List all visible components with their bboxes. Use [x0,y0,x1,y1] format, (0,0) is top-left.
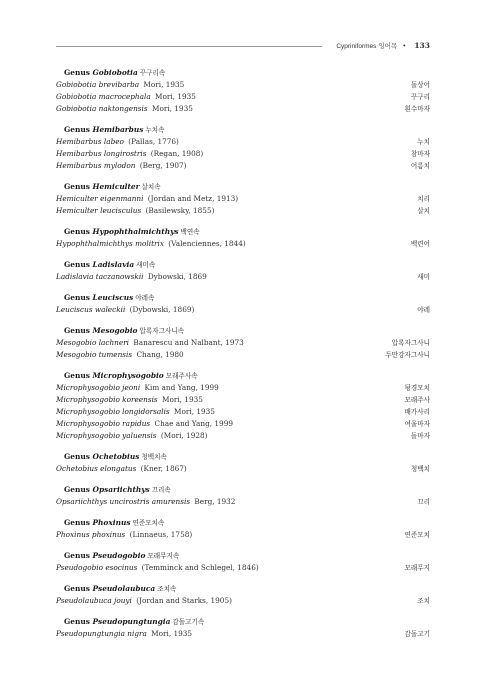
genus-korean-name: 살치속 [141,183,161,191]
genus-block [56,325,430,361]
genus-korean-name: 압록자그사니속 [139,327,185,335]
genus-korean-name: 청백치속 [141,453,167,461]
species-row [56,91,430,103]
species-korean-name: 청백치 [410,465,430,473]
species-korean-name: 배가사리 [404,408,430,416]
genus-korean-name: 끄리속 [151,486,171,494]
species-korean-name: 돌상어 [410,81,430,89]
species-row [56,148,430,160]
genus-label: Genus [64,518,90,527]
species-row [56,337,430,349]
genus-heading [56,67,430,79]
species-authority: Chang, 1980 [136,350,184,359]
species-authority: Mori, 1935 [174,407,215,416]
species-row [56,418,430,430]
species-authority: Mori, 1935 [155,92,196,101]
genus-heading [56,550,430,562]
genus-name: Opsariichthys [92,485,150,494]
species-authority: Kim and Yang, 1999 [144,383,219,392]
species-scientific-name: Mesogobio tumensis [56,350,133,359]
header-order: Cypriniformes [336,43,377,50]
genus-label: Genus [64,452,90,461]
species-scientific-name: Microphysogobio longidorsalis [56,407,170,416]
genus-korean-name: 야레속 [135,294,155,302]
genus-block [56,181,430,217]
species-row [56,562,430,574]
species-row [56,463,430,475]
species-row [56,304,430,316]
species-scientific-name: Hemiculter eigenmanni [56,194,144,203]
species-row [56,382,430,394]
genus-block [56,550,430,574]
genus-label: Genus [64,125,90,134]
species-korean-name: 흰수마자 [404,105,430,113]
header-title [336,41,430,50]
genus-korean-name: 연준모치속 [132,519,165,527]
species-scientific-name: Hemiculter leucisculus [56,206,142,215]
species-korean-name: 참마자 [410,150,430,158]
genus-block [56,484,430,508]
species-authority: (Linnaeus, 1758) [129,530,193,539]
genus-heading [56,124,430,136]
species-row [56,271,430,283]
species-korean-name: 어름치 [410,162,430,170]
genus-korean-name: 꾸구리속 [139,69,166,77]
species-authority: (Mori, 1928) [160,431,208,440]
species-row [56,496,430,508]
species-scientific-name: Gobiobotia naktongensis [56,104,148,113]
genus-heading [56,583,430,595]
genus-name: Pseudogobio [92,551,146,560]
species-scientific-name: Hemibarbus labeo [56,137,124,146]
species-scientific-name: Pseudopungtungia nigra [56,629,147,638]
species-authority: Mori, 1935 [143,80,185,89]
species-authority: Mori, 1935 [151,629,193,638]
genus-label: Genus [64,326,90,335]
genus-name: Ladislavia [92,260,135,269]
genus-heading [56,517,430,529]
species-korean-name: 끄리 [417,498,430,506]
species-row [56,205,430,217]
genus-block [56,583,430,607]
species-row [56,529,430,541]
species-row [56,595,430,607]
species-scientific-name: Ochetobius elongatus [56,464,137,473]
species-scientific-name: Phoxinus phoxinus [56,530,126,539]
genus-block [56,226,430,250]
species-scientific-name: Hemibarbus longirostris [56,149,147,158]
genus-block [56,370,430,442]
species-scientific-name: Pseudolaubuca jouyi [56,596,132,605]
genus-label: Genus [64,371,90,380]
genus-heading [56,226,430,238]
genus-heading [56,325,430,337]
genus-heading [56,370,430,382]
genus-name: Hemiculter [92,182,140,191]
species-row [56,430,430,442]
species-row [56,79,430,91]
genus-label: Genus [64,68,90,77]
species-korean-name: 모래주사 [404,396,430,404]
genus-heading [56,484,430,496]
genus-label: Genus [64,260,90,269]
species-korean-name: 야레 [417,306,430,314]
genus-name: Leuciscus [92,293,134,302]
species-scientific-name: Ladislavia taczanowskii [56,272,144,281]
species-korean-name: 모래무지 [404,564,430,572]
species-scientific-name: Microphysogobio yaluensis [56,431,157,440]
genus-heading [56,451,430,463]
species-row [56,349,430,361]
species-authority: Mori, 1935 [151,104,193,113]
species-korean-name: 두만강자그사니 [385,351,430,359]
genus-korean-name: 모래주사속 [165,372,198,380]
genus-label: Genus [64,485,90,494]
species-authority: Banarescu and Nalbant, 1973 [133,338,244,347]
genus-label: Genus [64,293,90,302]
species-korean-name: 됭경모치 [404,384,430,392]
header-order-korean: 잉어목 [378,42,398,50]
running-header [56,41,430,53]
genus-heading [56,181,430,193]
header-rule [56,46,322,47]
species-scientific-name: Microphysogobio koreensis [56,395,158,404]
species-authority: (Temminck and Schlegel, 1846) [141,563,259,572]
species-authority: (Valenciennes, 1844) [168,239,246,248]
species-scientific-name: Leuciscus waleckii [56,305,126,314]
species-korean-name: 살치 [417,207,430,215]
genus-korean-name: 모래무지속 [147,552,180,560]
genus-block [56,67,430,115]
genus-name: Mesogobio [92,326,138,335]
species-row [56,193,430,205]
species-row [56,628,430,640]
genus-name: Pseudopungtungia [92,617,171,626]
species-scientific-name: Gobiobotia brevibarba [56,80,140,89]
genus-block [56,259,430,283]
genus-name: Hypophthalmichthys [92,227,179,236]
species-scientific-name: Mesogobio lachneri [56,338,130,347]
species-scientific-name: Opsariichthys uncirostris amurensis [56,497,191,506]
species-scientific-name: Pseudogobio esocinus [56,563,138,572]
genus-block [56,616,430,640]
genus-label: Genus [64,182,90,191]
genus-korean-name: 조치속 [157,585,177,593]
species-scientific-name: Gobiobotia macrocephala [56,92,151,101]
species-row [56,406,430,418]
species-scientific-name: Microphysogobio jeoni [56,383,141,392]
species-authority: (Berg, 1907) [139,161,187,170]
species-korean-name: 백련어 [410,240,430,248]
species-scientific-name: Hypophthalmichthys molitrix [56,239,164,248]
species-korean-name: 꾸구리 [410,93,430,101]
genus-label: Genus [64,551,90,560]
genus-name: Pseudolaubuca [92,584,156,593]
species-row [56,394,430,406]
species-list [56,67,430,649]
species-korean-name: 압록자그사니 [391,339,430,347]
species-korean-name: 여울마자 [404,420,430,428]
species-row [56,160,430,172]
species-authority: (Jordan and Starks, 1905) [136,596,232,605]
species-authority: Berg, 1932 [194,497,236,506]
species-scientific-name: Hemibarbus mylodon [56,161,136,170]
species-korean-name: 연준모치 [404,531,430,539]
genus-label: Genus [64,617,90,626]
species-authority: Chae and Yang, 1999 [154,419,233,428]
species-authority: (Jordan and Metz, 1913) [147,194,239,203]
genus-name: Gobiobotia [92,68,138,77]
species-authority: Dybowski, 1869 [147,272,207,281]
genus-heading [56,259,430,271]
genus-name: Phoxinus [92,518,131,527]
species-korean-name: 감돌고기 [404,630,430,638]
species-authority: (Regan, 1908) [150,149,204,158]
species-korean-name: 치리 [417,195,430,203]
genus-name: Ochetobius [92,452,140,461]
species-authority: (Dybowski, 1869) [129,305,195,314]
species-authority: (Kner, 1867) [140,464,187,473]
header-separator: • [402,42,407,50]
genus-heading [56,292,430,304]
genus-name: Hemibarbus [92,125,144,134]
species-korean-name: 돌마자 [410,432,430,440]
genus-korean-name: 누치속 [145,126,165,134]
genus-korean-name: 감돌고기속 [172,618,205,626]
species-scientific-name: Microphysogobio rapidus [56,419,151,428]
genus-block [56,517,430,541]
genus-label: Genus [64,584,90,593]
genus-name: Microphysogobio [92,371,164,380]
species-korean-name: 누치 [417,138,430,146]
genus-label: Genus [64,227,90,236]
page-number: 133 [414,41,430,50]
species-authority: (Pallas, 1776) [128,137,179,146]
genus-korean-name: 새미속 [136,261,156,269]
genus-block [56,124,430,172]
species-row [56,103,430,115]
species-korean-name: 조치 [417,597,430,605]
species-authority: (Basilewsky, 1855) [145,206,215,215]
genus-heading [56,616,430,628]
species-korean-name: 새미 [417,273,430,281]
species-row [56,238,430,250]
genus-block [56,451,430,475]
species-row [56,136,430,148]
species-authority: Mori, 1935 [161,395,203,404]
genus-korean-name: 백연속 [180,228,200,236]
genus-block [56,292,430,316]
